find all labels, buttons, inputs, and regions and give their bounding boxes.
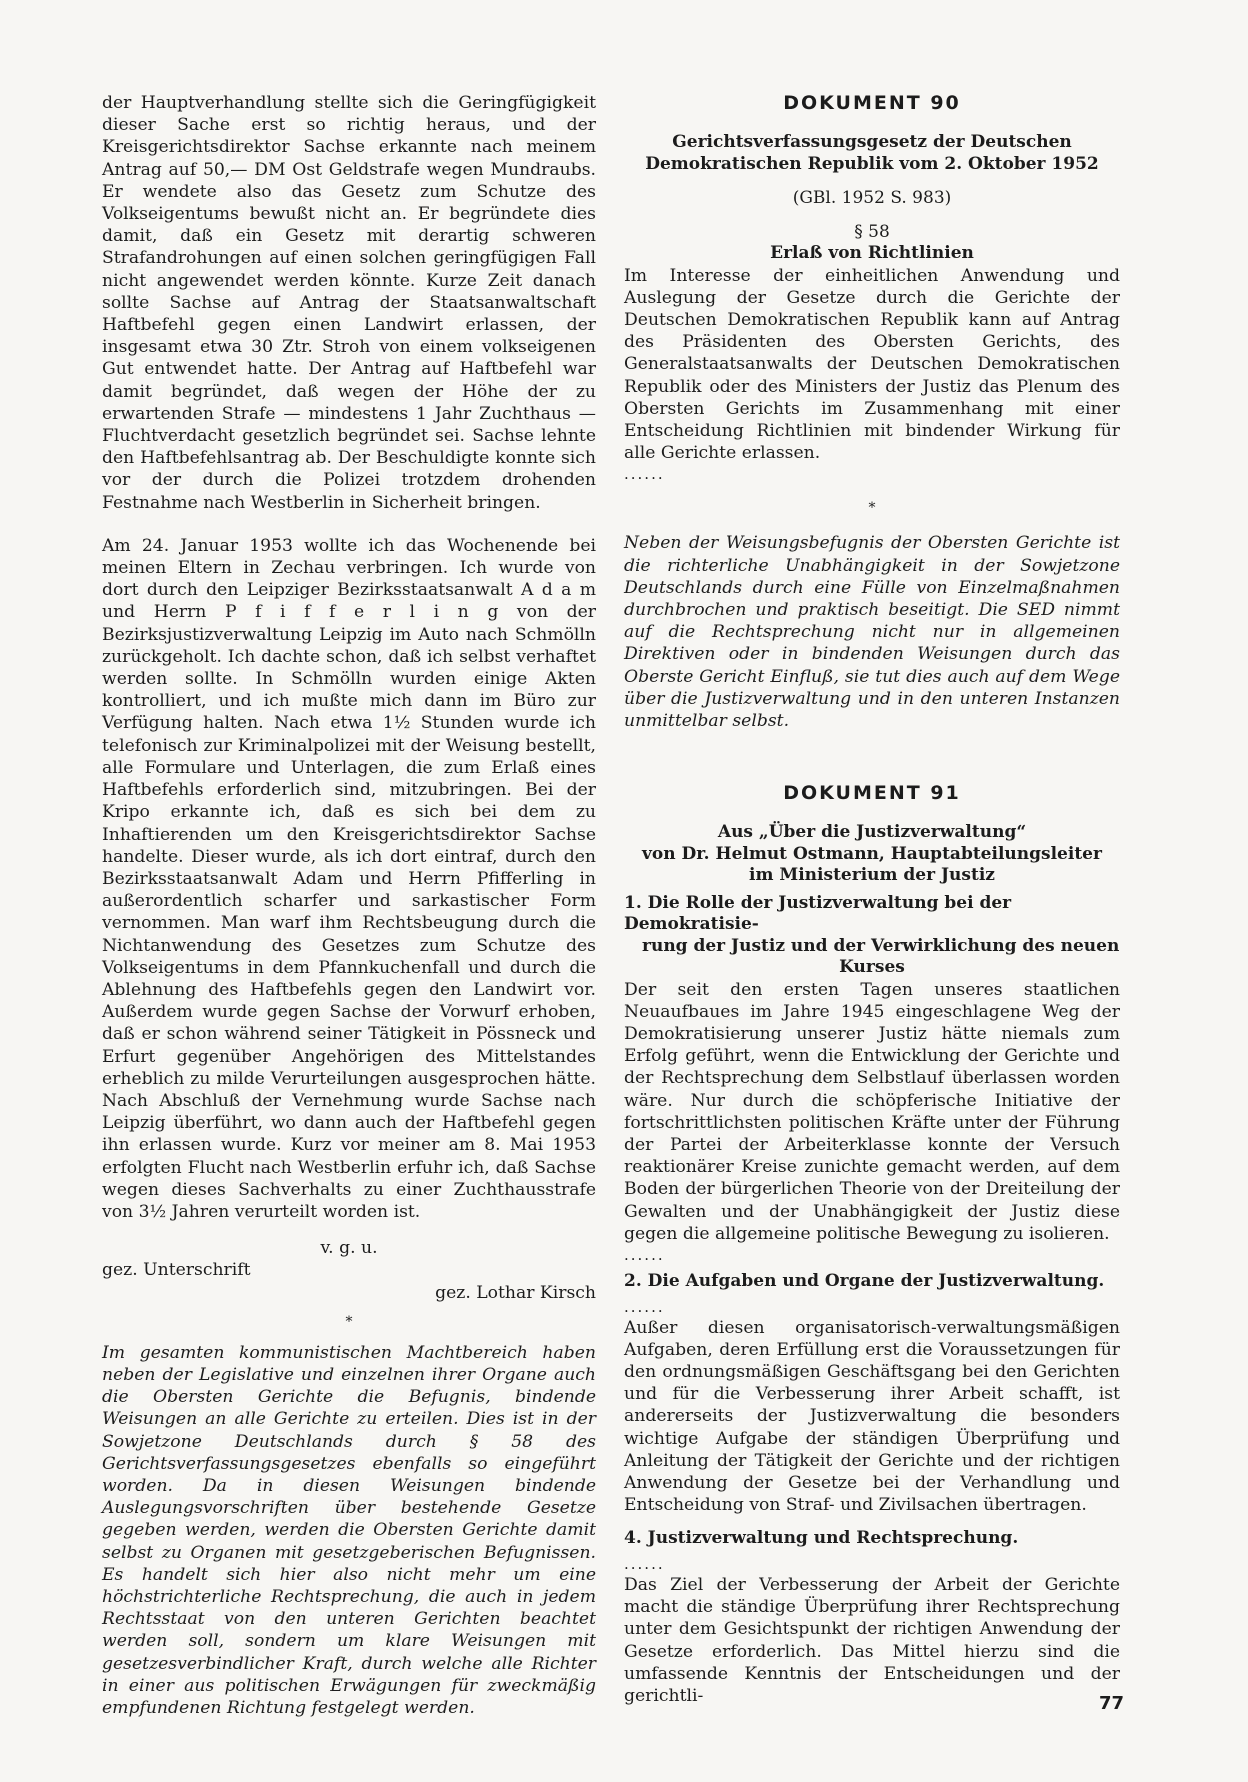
- subsection-heading-2: 2. Die Aufgaben und Organe der Justizverwaltung.: [624, 1271, 1105, 1292]
- document-title: [624, 132, 1120, 175]
- document-title-line: von Dr. Helmut Ostmann, Hauptabteilungsleiter: [642, 843, 1102, 864]
- signature-left: gez. Unterschrift: [102, 1260, 251, 1281]
- subsection-text-2: Außer diesen organisatorisch-verwaltungsmäßigen Aufgaben, deren Erfüllung erst die Voraussetzungen für den ordnungsmäßigen Geschäftsgang bei den Gerichten und für die Verbesserung ihrer Arbeit schafft, ist andererseits der Justizverwaltung die besonders wichtige Aufgabe der ständigen Überprüfung und Anleitung der Tätigkeit der Gerichte und der richtigen Anwendung der Gesetze bei der Verhandlung und Entscheidung von Straf- und Zivilsachen übertragen.: [624, 1317, 1120, 1516]
- document-heading: DOKUMENT 91: [783, 782, 961, 805]
- document-90: [624, 92, 1120, 732]
- document-title-line: Gerichtsverfassungsgesetz der Deutschen: [672, 132, 1072, 152]
- vgu-note: v. g. u.: [320, 1238, 378, 1259]
- document-91: [624, 782, 1120, 1707]
- subsection-heading-line: Kurses: [839, 957, 905, 978]
- right-column: [624, 92, 1120, 1707]
- left-paragraph-1: der Hauptverhandlung stellte sich die Geringfügigkeit dieser Sache erst so richtig heraus, und der Kreisgerichtsdirektor Sachse erkannte nach meinem Antrag auf 50,— DM Ost Geldstrafe wegen Mundraubs. Er wendete also das Gesetz zum Schutze des Volkseigentums bewußt nicht an. Er begründete dies damit, daß ein Gesetz mit derartig schweren Strafandrohungen auf einen solchen geringfügigen Fall nicht angewendet werden könnte. Kurze Zeit danach sollte Sachse auf Antrag der Staatsanwaltschaft Haftbefehl gegen einen Landwirt erlassen, der insgesamt etwa 30 Ztr. Stroh von einem volkseigenen Gut entwendet hatte. Der Antrag auf Haftbefehl war damit begründet, daß wegen der Höhe der zu erwartenden Strafe — mindestens 1 Jahr Zuchthaus — Fluchtverdacht gesetzlich begründet sei. Sachse lehnte den Haftbefehlsantrag ab. Der Beschuldigte konnte sich vor der durch die Polizei trotzdem drohenden Festnahme nach Westberlin in Sicherheit bringen.: [102, 93, 596, 513]
- signature-block: [102, 1237, 596, 1304]
- page-number: 77: [1098, 1693, 1124, 1714]
- left-commentary: [102, 1342, 596, 1719]
- section-number: § 58: [854, 222, 890, 242]
- signature-right: gez. Lothar Kirsch: [435, 1282, 596, 1303]
- section-title: Erlaß von Richtlinien: [770, 243, 974, 263]
- subsection-text-4: Das Ziel der Verbesserung der Arbeit der Gerichte macht die ständige Überprüfung ihrer Rechtsprechung unter dem Gesichtspunkt der richtigen Anwendung der Gesetze erforderlich. Das Mittel hierzu sind die umfassende Kenntnis der Entscheidungen und der gerichtli-: [624, 1574, 1120, 1706]
- commentary-text: Im gesamten kommunistischen Machtbereich haben neben der Legislative und einzelnen ihrer Organe auch die Obersten Gerichte die Befugnis, bindende Weisungen an alle Gerichte zu erteilen. Dies ist in der Sowjetzone Deutschlands durch § 58 des Gerichtsverfassungsgesetzes ebenfalls so eingeführt worden. Da in diesen Weisungen bindende Auslegungsvorschriften über bestehende Gesetze gegeben werden, werden die Obersten Gerichte damit selbst zu Organen mit gesetzgeberischen Befugnissen. Es handelt sich hier also nicht mehr um eine höchstrichterliche Rechtsprechung, die auch in jedem Rechtsstaat von den unteren Gerichten beachtet werden soll, sondern um klare Weisungen mit gesetzesverbindlicher Kraft, durch welche alle Richter in einer aus politischen Erwägungen für zweckmäßig empfundenen Richtung festgelegt werden.: [102, 1342, 596, 1719]
- commentary-text: Neben der Weisungsbefugnis der Obersten Gerichte ist die richterliche Unabhängigkeit in der Sowjetzone Deutschlands durch eine Fülle von Einzelmaßnahmen durchbrochen und praktisch beseitigt. Die SED nimmt auf die Rechtsprechung nicht nur in allgemeinen Direktiven oder in bindenden Weisungen durch das Oberste Gericht Einfluß, sie tut dies auch auf dem Wege über die Justizverwaltung und in den unteren Instanzen unmittelbar selbst.: [624, 533, 1120, 731]
- law-citation: (GBl. 1952 S. 983): [792, 188, 952, 208]
- omission-dots: ......: [624, 1297, 665, 1316]
- omission-dots: ......: [624, 465, 665, 484]
- subsection-text-1: Der seit den ersten Tagen unseres staatlichen Neuaufbaues im Jahre 1945 eingeschlagene Weg der Demokratisierung unserer Justiz hätte niemals zum Erfolg geführt, wenn die Entwicklung der Gerichte und der Rechtsprechung dem Selbstlauf überlassen worden wäre. Nur durch die schöpferische Initiative der fortschrittlichsten politischen Kräfte unter der Führung der Partei der Arbeiterklasse konnte der Versuch reaktionärer Kreise zunichte gemacht werden, auf dem Boden der bürgerlichen Theorie von der Dreiteilung der Gewalten und der Unabhängigkeit der Justiz diese gegen die allgemeine politische Bewegung zu isolieren.: [624, 979, 1120, 1244]
- subsection-heading-line: rung der Justiz und der Verwirklichung des neuen: [642, 935, 1120, 956]
- subsection-heading-line: 1. Die Rolle der Justizverwaltung bei der Demokratisie-: [624, 892, 1012, 935]
- omission-dots: ......: [624, 1554, 665, 1573]
- document-heading: DOKUMENT 90: [783, 92, 961, 114]
- section-text: Im Interesse der einheitlichen Anwendung und Auslegung der Gesetze durch die Gerichte der Deutschen Demokratischen Republik kann auf Antrag des Präsidenten des Obersten Gerichts, des Generalstaatsanwalts der Deutschen Demokratischen Republik oder des Ministers der Justiz das Plenum des Obersten Gerichts im Zusammenhang mit einer Entscheidung Richtlinien mit bindender Wirkung für alle Gerichte erlassen.: [624, 265, 1120, 464]
- right-commentary: [624, 532, 1120, 732]
- document-title-line: Demokratischen Republik vom 2. Oktober 1952: [645, 153, 1099, 174]
- subsection-heading-1: [624, 893, 1120, 979]
- subsection-heading-4: 4. Justizverwaltung und Rechtsprechung.: [624, 1528, 1019, 1549]
- left-paragraph-2: Am 24. Januar 1953 wollte ich das Wochenende bei meinen Eltern in Zechau verbringen. Ich wurde von dort durch den Leipziger Bezirksstaatsanwalt A d a m und Herrn P f i f f e r l i n g von der Bezirksjustizverwaltung Leipzig im Auto nach Schmölln zurückgeholt. Ich dachte schon, daß ich selbst verhaftet werden sollte. In Schmölln wurden einige Akten kontrolliert, und ich mußte mich dann im Büro zur Verfügung halten. Nach etwa 1½ Stunden wurde ich telefonisch zur Kriminalpolizei mit der Weisung bestellt, alle Formulare und Unterlagen, die zum Erlaß eines Haftbefehls erforderlich sind, mitzubringen. Bei der Kripo erkannte ich, daß es sich bei dem zu Inhaftierenden um den Kreisgerichtsdirektor Sachse handelte. Dieser wurde, als ich dort eintraf, durch den Bezirksstaatsanwalt Adam und Herrn Pfifferling in außerordentlich scharfer und sarkastischer Form vernommen. Man warf ihm Rechtsbeugung durch die Nichtanwendung des Gesetzes zum Schutze des Volkseigentums in dem Pfannkuchenfall und durch die Ablehnung des Haftbefehls gegen den Landwirt vor. Außerdem wurde gegen Sachse der Vorwurf erhoben, daß er schon während seiner Tätigkeit in Pössneck und Erfurt gegenüber Angehörigen des Mittelstandes erheblich zu milde Verurteilungen ausgesprochen hätte. Nach Abschluß der Vernehmung wurde Sachse nach Leipzig überführt, wo dann auch der Haftbefehl gegen ihn erlassen wurde. Kurz vor meiner am 8. Mai 1953 erfolgten Flucht nach Westberlin erfuhr ich, daß Sachse wegen dieses Sachverhalts zu einer Zuchthausstrafe von 3½ Jahren verurteilt worden ist.: [102, 535, 596, 1222]
- document-title: [624, 822, 1120, 887]
- separator-star: *: [345, 1313, 353, 1330]
- left-column: [102, 92, 596, 1719]
- document-title-line: Aus „Über die Justizverwaltung“: [717, 822, 1027, 843]
- separator-star: *: [868, 500, 876, 517]
- document-title-line: im Ministerium der Justiz: [749, 865, 995, 886]
- omission-dots: ......: [624, 1246, 665, 1265]
